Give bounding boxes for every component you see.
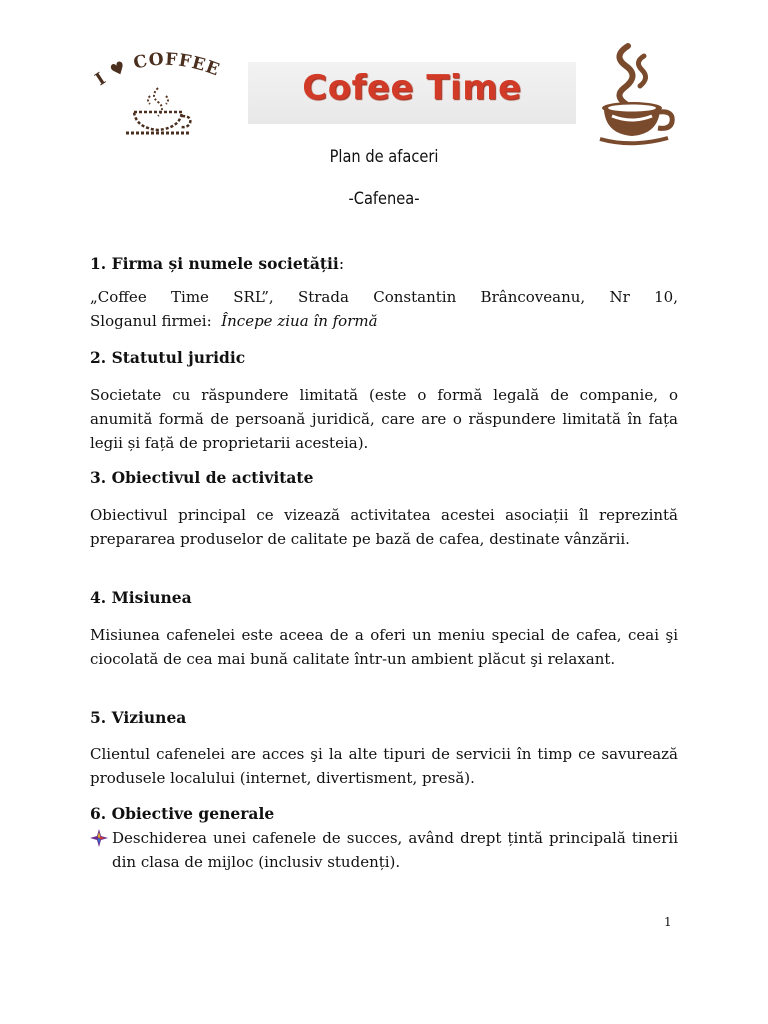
section-heading: 5. Viziunea <box>90 708 187 727</box>
section-4 <box>90 587 678 609</box>
section-1 <box>90 253 678 275</box>
title-banner <box>248 62 576 124</box>
section-heading: 4. Misiunea <box>90 588 192 607</box>
four-point-star-bullet-icon <box>90 829 108 847</box>
bullet-text: Deschiderea unei cafenele de succes, având drept țintă principală tinerii din clasa de mijloc (inclusiv studenți). <box>112 829 678 871</box>
section-heading: 6. Obiective generale <box>90 804 275 823</box>
section-5 <box>90 707 678 729</box>
section-3 <box>90 467 678 489</box>
heading-colon: : <box>338 255 345 273</box>
section-text: Misiunea cafenelei este aceea de a oferi un meniu special de cafea, ceai şi ciocolată de cea mai bună calitate într-un ambient plăcut şi relaxant. <box>90 626 678 668</box>
section-6 <box>90 803 678 825</box>
logo-left-text: I ♥ COFFEE <box>92 49 223 91</box>
section-3-body <box>90 503 678 551</box>
document-subtitle: -Cafenea- <box>348 189 420 209</box>
section-heading: 3. Obiectivul de activitate <box>90 468 314 487</box>
coffee-cup-icon <box>598 42 678 146</box>
section-heading: 1. Firma și numele societății <box>90 254 339 273</box>
section-text: Societate cu răspundere limitată (este o formă legală de companie, o anumită formă de persoană juridică, care are o răspundere limitată în fața legii și față de proprietarii acesteia). <box>90 386 678 452</box>
section-heading: 2. Statutul juridic <box>90 348 246 367</box>
svg-text:I ♥ COFFEE <box>92 50 223 91</box>
document-title: Plan de afaceri <box>329 147 439 167</box>
i-love-coffee-logo <box>92 46 232 138</box>
section-2-body <box>90 383 678 455</box>
section-2 <box>90 347 678 369</box>
banner-title: Cofee Time <box>302 68 522 108</box>
page-number: 1 <box>664 915 672 929</box>
section-4-body <box>90 623 678 671</box>
section-1-body <box>90 285 678 333</box>
slogan-label: Sloganul firmei: <box>90 312 212 330</box>
section-text: Obiectivul principal ce vizează activitatea acestei asociații îl reprezintă prepararea produselor de calitate pe bază de cafea, destinate vânzării. <box>90 506 678 548</box>
section-text: Clientul cafenelei are acces şi la alte tipuri de servicii în timp ce savurează produsele localului (internet, divertisment, presă). <box>90 745 678 787</box>
slogan-line <box>90 309 678 333</box>
section-5-body <box>90 742 678 790</box>
company-address: „Coffee Time SRL”, Strada Constantin Brâncoveanu, Nr 10, <box>90 288 678 306</box>
slogan-text: Începe ziua în formă <box>221 312 378 330</box>
